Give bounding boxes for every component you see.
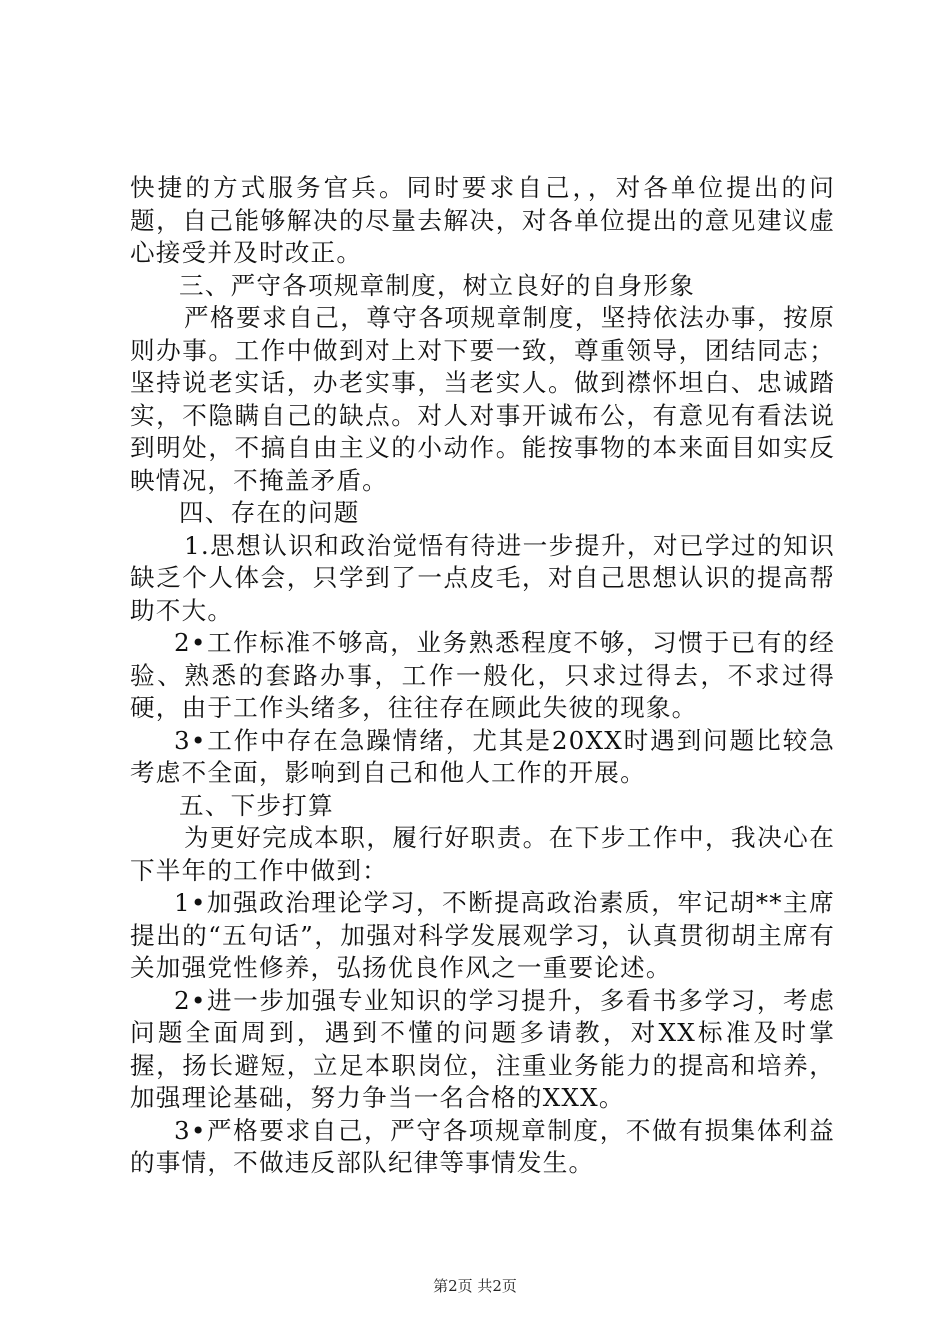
plan-item-1: 1•加强政治理论学习，不断提高政治素质，牢记胡**主席提出的“五句话”，加强对科学发展观学习，认真贯彻胡主席有关加强党性修养，弘扬优良作风之一重要论述。: [130, 888, 835, 982]
section-heading-5: 五、下步打算: [179, 790, 334, 820]
problem-item-3: 3•工作中存在急躁情绪，尤其是20XX时遇到问题比较急考虑不全面，影响到自己和他人工作的开展。: [130, 725, 835, 787]
document-body: [130, 172, 835, 1180]
paragraph-continuation: 快捷的方式服务官兵。同时要求自己，，对各单位提出的问题，自己能够解决的尽量去解决，对各单位提出的意见建议虚心接受并及时改正。: [130, 173, 835, 267]
plan-intro: 为更好完成本职，履行好职责。在下步工作中，我决心在下半年的工作中做到：: [130, 823, 835, 885]
section-heading-4: 四、存在的问题: [179, 498, 360, 527]
plan-item-3: 3•严格要求自己，严守各项规章制度，不做有损集体利益的事情，不做违反部队纪律等事情发生。: [130, 1115, 835, 1177]
problem-item-1: 1.思想认识和政治觉悟有待进一步提升，对已学过的知识缺乏个人体会，只学到了一点皮毛，对自己思想认识的提高帮助不大。: [130, 530, 835, 625]
section-heading-3: 三、严守各项规章制度，树立良好的自身形象: [179, 270, 695, 300]
problem-item-2: 2•工作标准不够高，业务熟悉程度不够，习惯于已有的经验、熟悉的套路办事，工作一般化，只求过得去，不求过得硬，由于工作头绪多，往往存在顾此失彼的现象。: [130, 628, 835, 722]
page-number-footer: 第2页 共2页: [433, 1277, 517, 1295]
plan-item-2: 2•进一步加强专业知识的学习提升，多看书多学习，考虑问题全面周到，遇到不懂的问题多请教，对XX标准及时掌握，扬长避短，立足本职岗位，注重业务能力的提高和培养，加强理论基础，努力争当一名合格的XXX。: [130, 985, 835, 1112]
paragraph-discipline: 严格要求自己，尊守各项规章制度，坚持依法办事，按原则办事。工作中做到对上对下要一致，尊重领导，团结同志；坚持说老实话，办老实事，当老实人。做到襟怀坦白、忠诚踏实，不隐瞒自己的缺点。对人对事开诚布公，有意见有看法说到明处，不搞自由主义的小动作。能按事物的本来面目如实反映情况，不掩盖矛盾。: [130, 303, 835, 495]
